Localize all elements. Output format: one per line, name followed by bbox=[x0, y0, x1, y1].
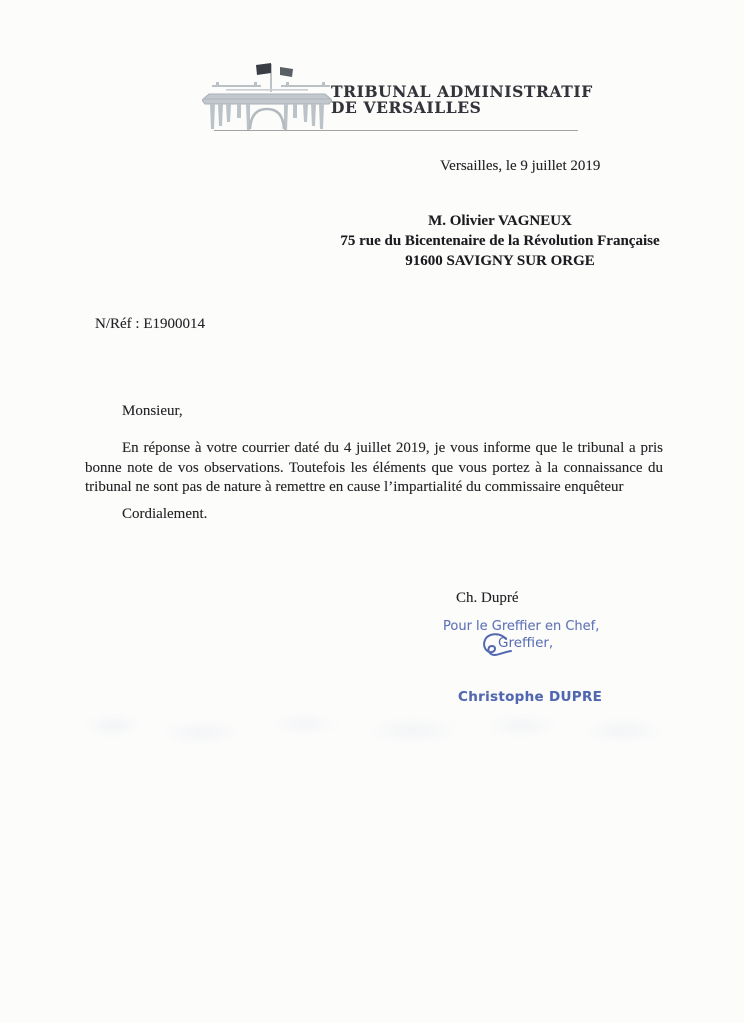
reference-number: N/Réf : E1900014 bbox=[95, 316, 205, 332]
closing-formula: Cordialement. bbox=[122, 506, 208, 522]
stamp-line2-text: Greffier, bbox=[498, 635, 554, 651]
ink-bleed-artifact bbox=[62, 712, 700, 746]
stamp-line2 bbox=[443, 635, 663, 651]
signer-name: Ch. Dupré bbox=[456, 590, 519, 606]
recipient-street: 75 rue du Bicentenaire de la Révolution Française bbox=[340, 233, 660, 249]
recipient-name: M. Olivier VAGNEUX bbox=[428, 213, 572, 229]
stamp-line1: Pour le Greffier en Chef, bbox=[443, 619, 600, 634]
handwritten-paraph-icon bbox=[475, 631, 513, 659]
body-paragraph bbox=[85, 439, 663, 498]
org-name-line1: TRIBUNAL ADMINISTRATIF bbox=[331, 82, 593, 101]
dateline: Versailles, le 9 juillet 2019 bbox=[440, 158, 601, 174]
org-name bbox=[331, 84, 593, 115]
org-name-line2: DE VERSAILLES bbox=[331, 97, 482, 117]
body-line: En réponse à votre courrier daté du 4 juillet 2019, je vous informe que le tribunal a pris bbox=[122, 440, 663, 456]
salutation: Monsieur, bbox=[122, 403, 183, 419]
recipient-address bbox=[320, 211, 680, 271]
letterhead-divider bbox=[214, 130, 578, 131]
stamp-name: Christophe DUPRE bbox=[458, 689, 603, 705]
recipient-city: 91600 SAVIGNY SUR ORGE bbox=[405, 253, 595, 269]
greffier-stamp bbox=[443, 619, 663, 705]
body-line: bonne note de vos observations. Toutefois les éléments que vous portez à la connaissance du bbox=[85, 459, 663, 476]
body-line: tribunal ne sont pas de nature à remettre en cause l’impartialité du commissaire enquêteur bbox=[85, 479, 624, 495]
